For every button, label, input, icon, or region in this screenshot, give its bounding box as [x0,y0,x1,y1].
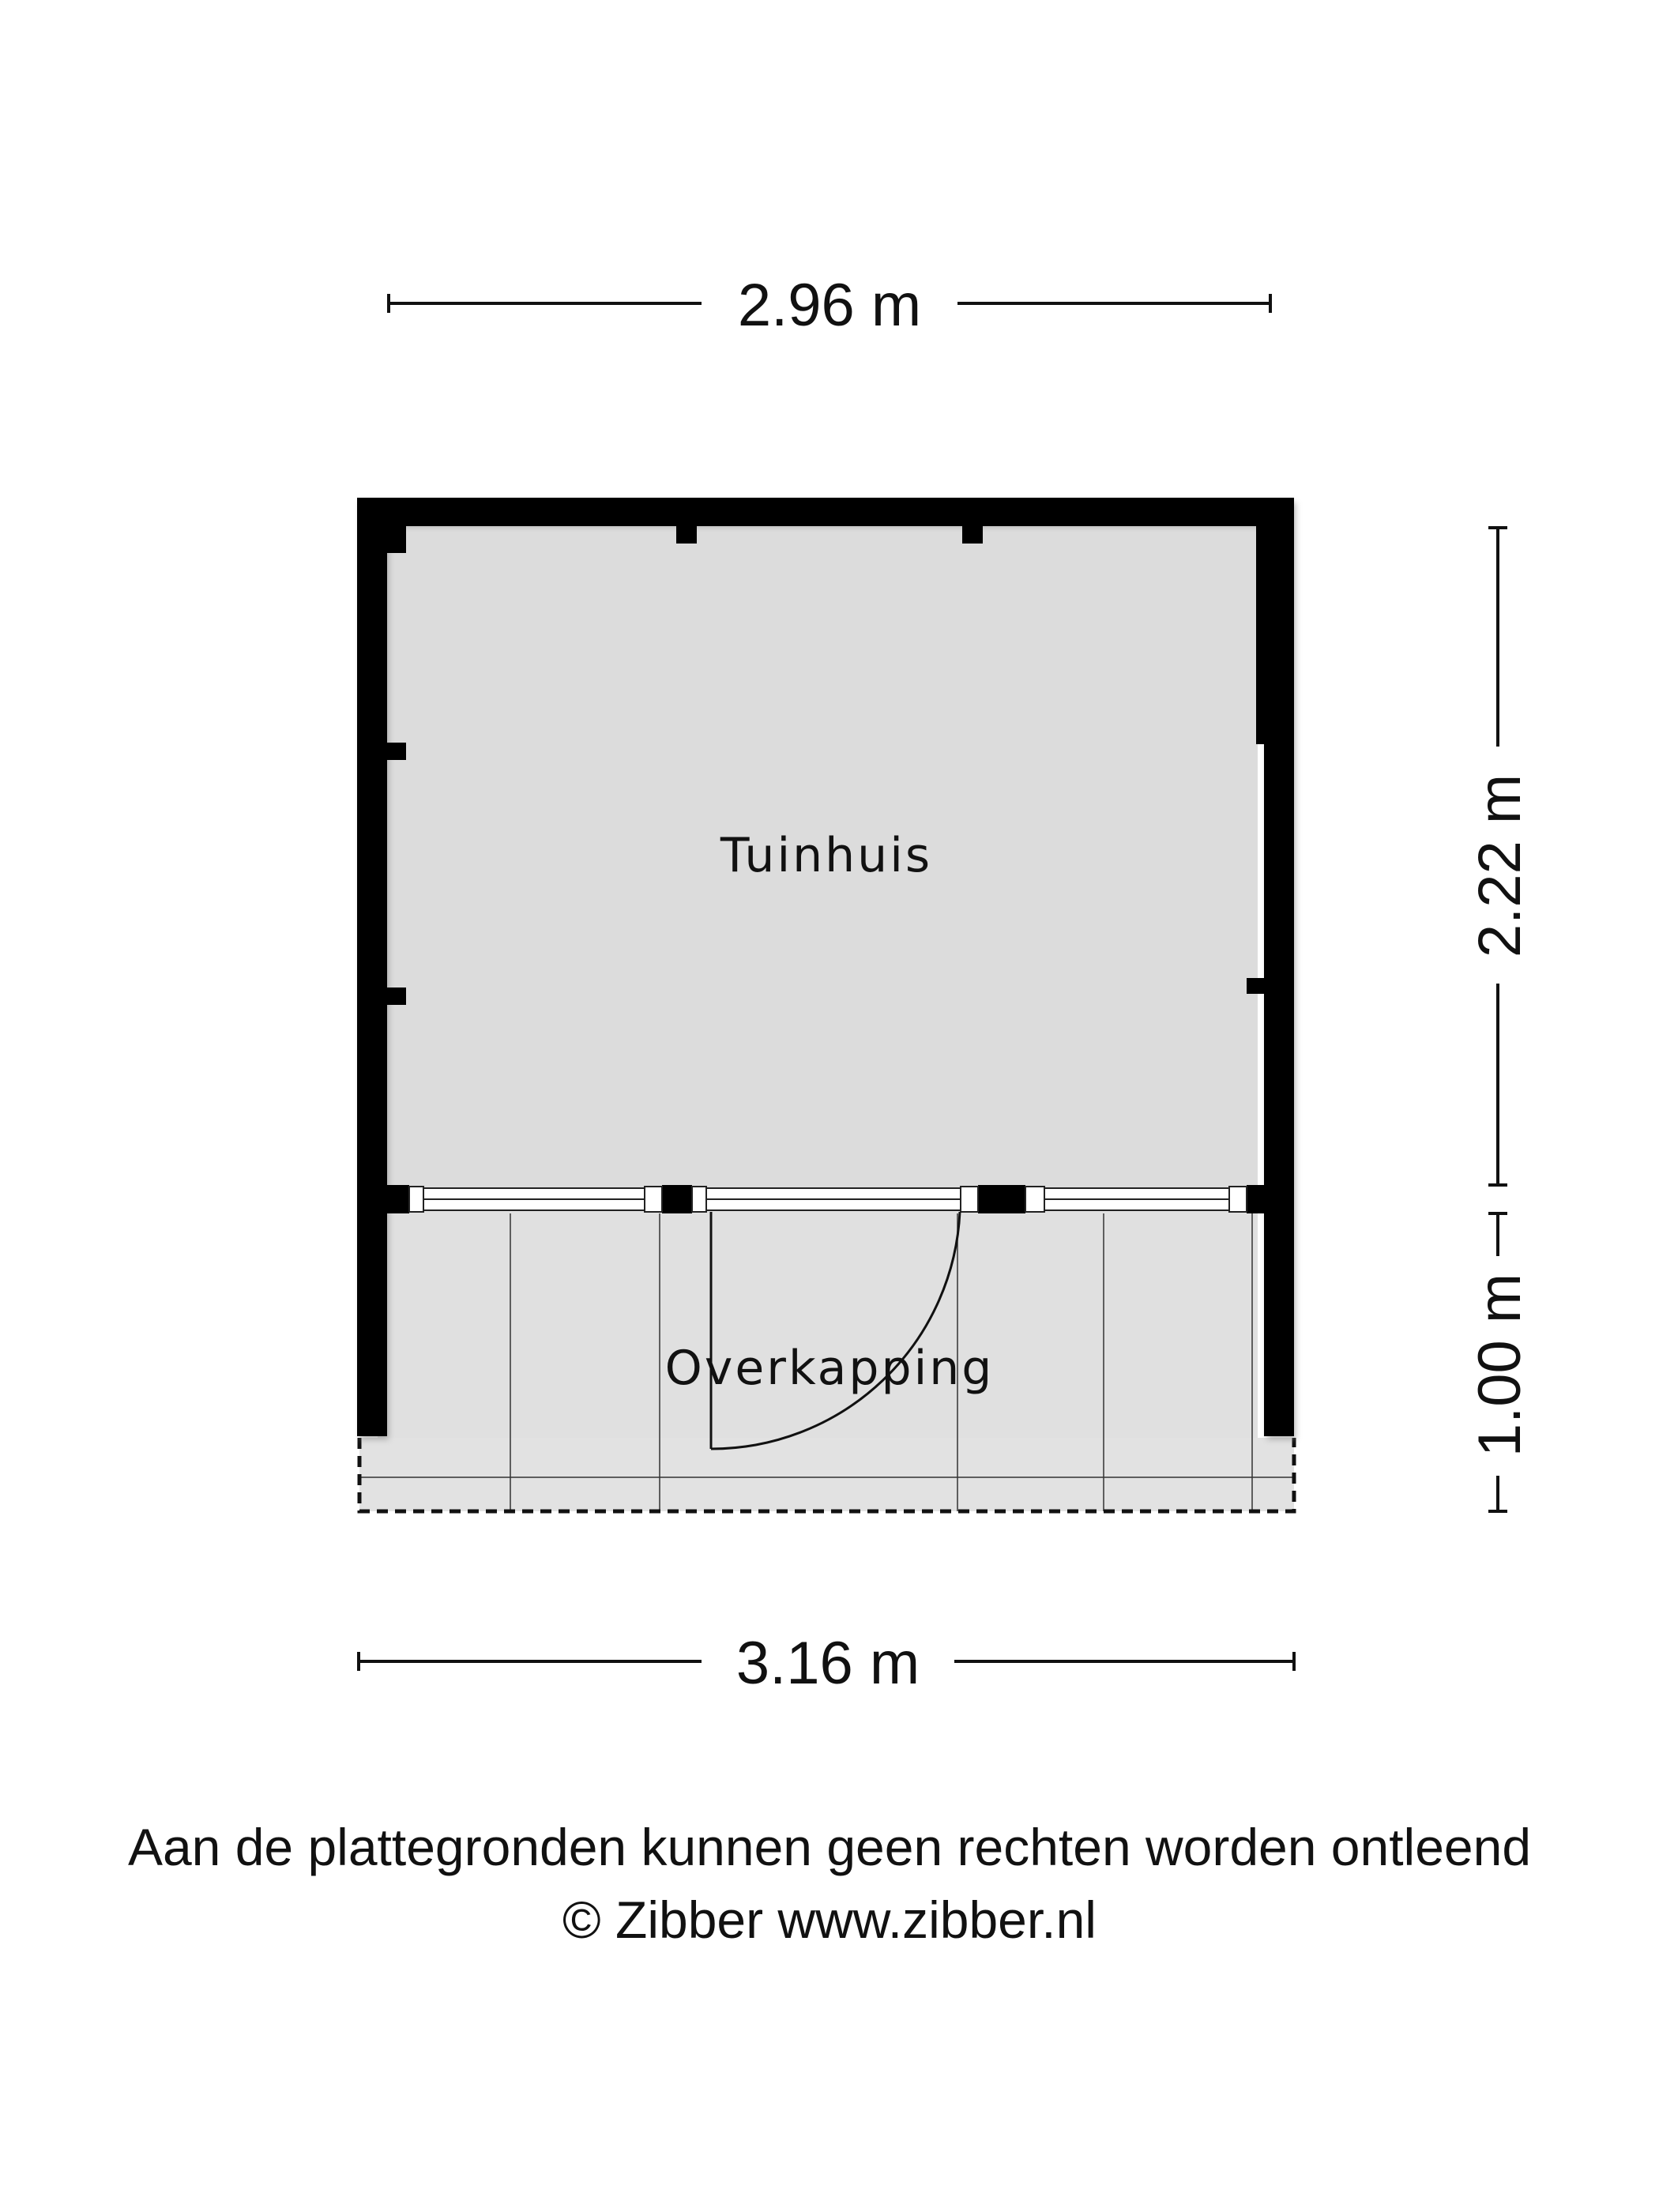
front-windows [409,1187,1247,1212]
post [662,1185,692,1213]
post [387,1185,409,1213]
post [1247,978,1266,994]
window [961,1187,978,1212]
post [676,526,697,544]
room-label-tuinhuis: Tuinhuis [720,828,933,883]
dimension-bottom-label: 3.16 m [735,1630,920,1697]
wall-left [357,498,387,1436]
dimension-right-upper-label: 2.22 m [1466,773,1533,958]
window [692,1187,706,1212]
post [962,526,983,544]
wall-right [1264,498,1294,1436]
dimension-bottom [359,1630,1294,1697]
post [978,1185,1025,1213]
post [387,743,406,760]
disclaimer-text: Aan de plattegronden kunnen geen rechten worden ontleend [127,1818,1532,1876]
post [387,988,406,1005]
copyright-text: © Zibber www.zibber.nl [562,1890,1097,1949]
room-label-overkapping: Overkapping [664,1341,995,1396]
window [409,1187,423,1212]
post [1247,1185,1266,1213]
wall-right-inset [1256,521,1266,744]
dimension-top-label: 2.96 m [737,272,922,339]
dimension-right-lower [1466,1213,1533,1511]
window [645,1187,662,1212]
dimension-right-lower-label: 1.00 m [1466,1273,1533,1458]
window [1229,1187,1247,1212]
dimension-right-upper [1466,528,1533,1185]
post [387,526,406,553]
window [1025,1187,1044,1212]
wall-top [357,498,1294,526]
overkapping-apron [359,1438,1294,1511]
dimension-top [389,272,1270,339]
